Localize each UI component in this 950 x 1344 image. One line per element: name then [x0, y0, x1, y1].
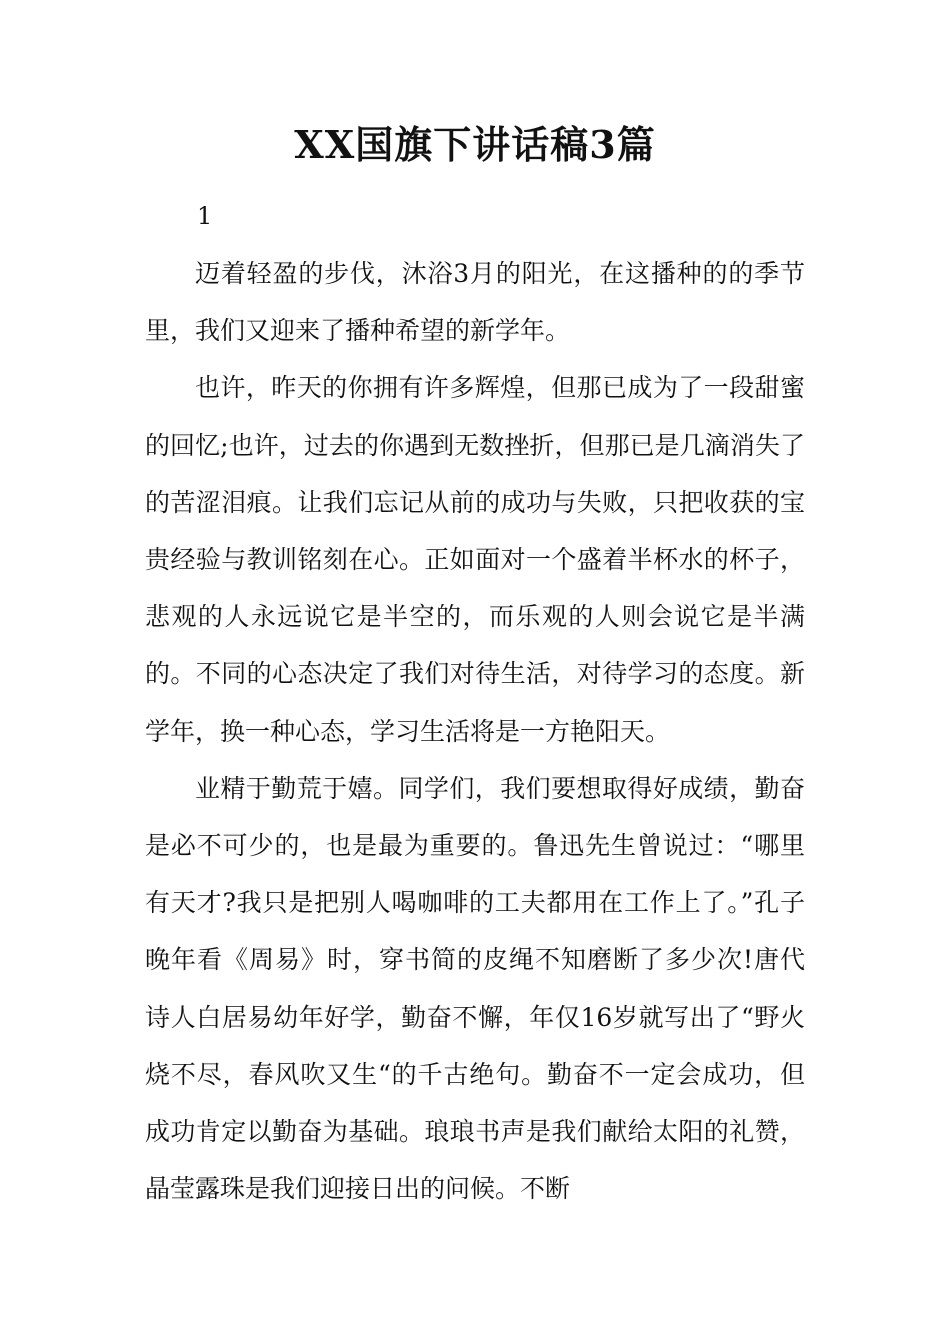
paragraph-1: 迈着轻盈的步伐，沐浴3月的阳光，在这播种的的季节里，我们又迎来了播种希望的新学年。: [145, 259, 805, 346]
document-title: XX国旗下讲话稿3篇: [294, 122, 656, 167]
document-body: [145, 245, 805, 1217]
paragraph-2: 也许，昨天的你拥有许多辉煌，但那已成为了一段甜蜜的回忆;也许，过去的你遇到无数挫折，但那已是几滴消失了的苦涩泪痕。让我们忘记从前的成功与失败，只把收获的宝贵经验与教训铭刻在心。正如面对一个盛着半杯水的杯子，悲观的人永远说它是半空的，而乐观的人则会说它是半满的。不同的心态决定了我们对待生活，对待学习的态度。新学年，换一种心态，学习生活将是一方艳阳天。: [145, 373, 805, 746]
section-number: 1: [197, 202, 213, 230]
paragraph-3: 业精于勤荒于嬉。同学们，我们要想取得好成绩，勤奋是必不可少的，也是最为重要的。鲁迅先生曾说过：“哪里有天才?我只是把别人喝咖啡的工夫都用在工作上了。”孔子晚年看《周易》时，穿书简的皮绳不知磨断了多少次!唐代诗人白居易幼年好学，勤奋不懈，年仅16岁就写出了“野火烧不尽，春风吹又生“的千古绝句。勤奋不一定会成功，但成功肯定以勤奋为基础。琅琅书声是我们献给太阳的礼赞，晶莹露珠是我们迎接日出的问候。不断: [145, 773, 805, 1204]
